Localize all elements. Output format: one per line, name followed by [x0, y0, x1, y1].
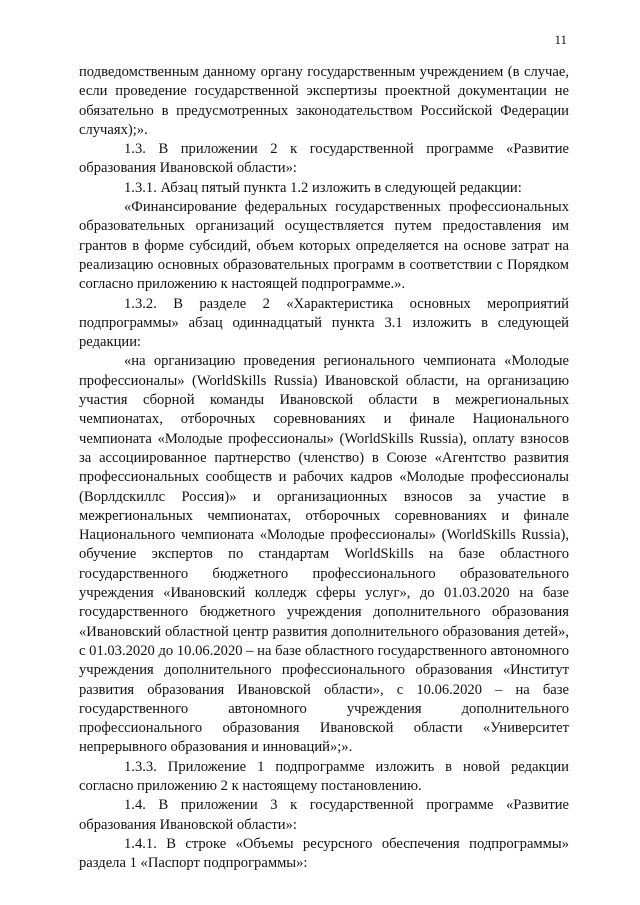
paragraph-item-1-3-3: 1.3.3. Приложение 1 подпрограмме изложить в новой редакции согласно приложению 2 к настоящему постановлению. [79, 758, 569, 794]
paragraph-financing-quote: «Финансирование федеральных государственных профессиональных образовательных организаций осуществляется путем предоставления им грантов в форме субсидий, объем которых определяется на основе затрат на реализацию основных образовательных программ в соответствии с Порядком согласно приложению к настоящей подпрограмме.». [79, 199, 569, 293]
page-number: 11 [554, 32, 567, 47]
paragraph-item-1-3-1: 1.3.1. Абзац пятый пункта 1.2 изложить в следующей редакции: [124, 179, 522, 196]
paragraph-item-1-4: 1.4. В приложении 3 к государственной программе «Развитие образования Ивановской области»: [79, 797, 569, 833]
paragraph-item-1-4-1: 1.4.1. В строке «Объемы ресурсного обеспечения подпрограммы» раздела 1 «Паспорт подпрограммы»: [79, 835, 569, 872]
document-body [79, 63, 569, 873]
paragraph-item-1-3: 1.3. В приложении 2 к государственной программе «Развитие образования Ивановской области»: [79, 141, 569, 177]
paragraph-continuation: подведомственным данному органу государственным учреждением (в случае, если проведение государственной экспертизы проектной документации не обязательно в предусмотренных законодательством Российской Федерации случаях);». [79, 64, 569, 138]
paragraph-item-1-3-2: 1.3.2. В разделе 2 «Характеристика основных мероприятий подпрограммы» абзац одиннадцатый пункта 3.1 изложить в следующей редакции: [79, 295, 569, 351]
paragraph-worldskills-quote: «на организацию проведения регионального чемпионата «Молодые профессионалы» (WorldSkills Russia) Ивановской области, на организацию участия сборной команды Ивановской области в межрегиональных чемпионатах, отборочных соревнованиях и финале Национального чемпионата «Молодые профессионалы» (WorldSkills Russia), оплату взносов за ассоциированное партнерство (членство) в Союзе «Агентство развития профессиональных сообществ и рабочих кадров «Молодые профессионалы (Ворлдскиллс Россия)» и организационных взносов за участие в межрегиональных чемпионатах, отборочных соревнованиях и финале Национального чемпионата «Молодые профессионалы» (WorldSkills Russia), обучение экспертов по стандартам WorldSkills на базе областного государственного бюджетного профессионального образовательного учреждения «Ивановский колледж сферы услуг», до 01.03.2020 на базе государственного бюджетного учреждения дополнительного образования «Ивановский областной центр развития дополнительного образования детей», с 01.03.2020 до 10.06.2020 – на базе областного государственного автономного учреждения дополнительного профессионального образования «Институт развития образования Ивановской области», с 10.06.2020 – на базе государственного автономного учреждения дополнительного профессионального образования Ивановской области «Университет непрерывного образования и инноваций»;». [79, 353, 569, 756]
